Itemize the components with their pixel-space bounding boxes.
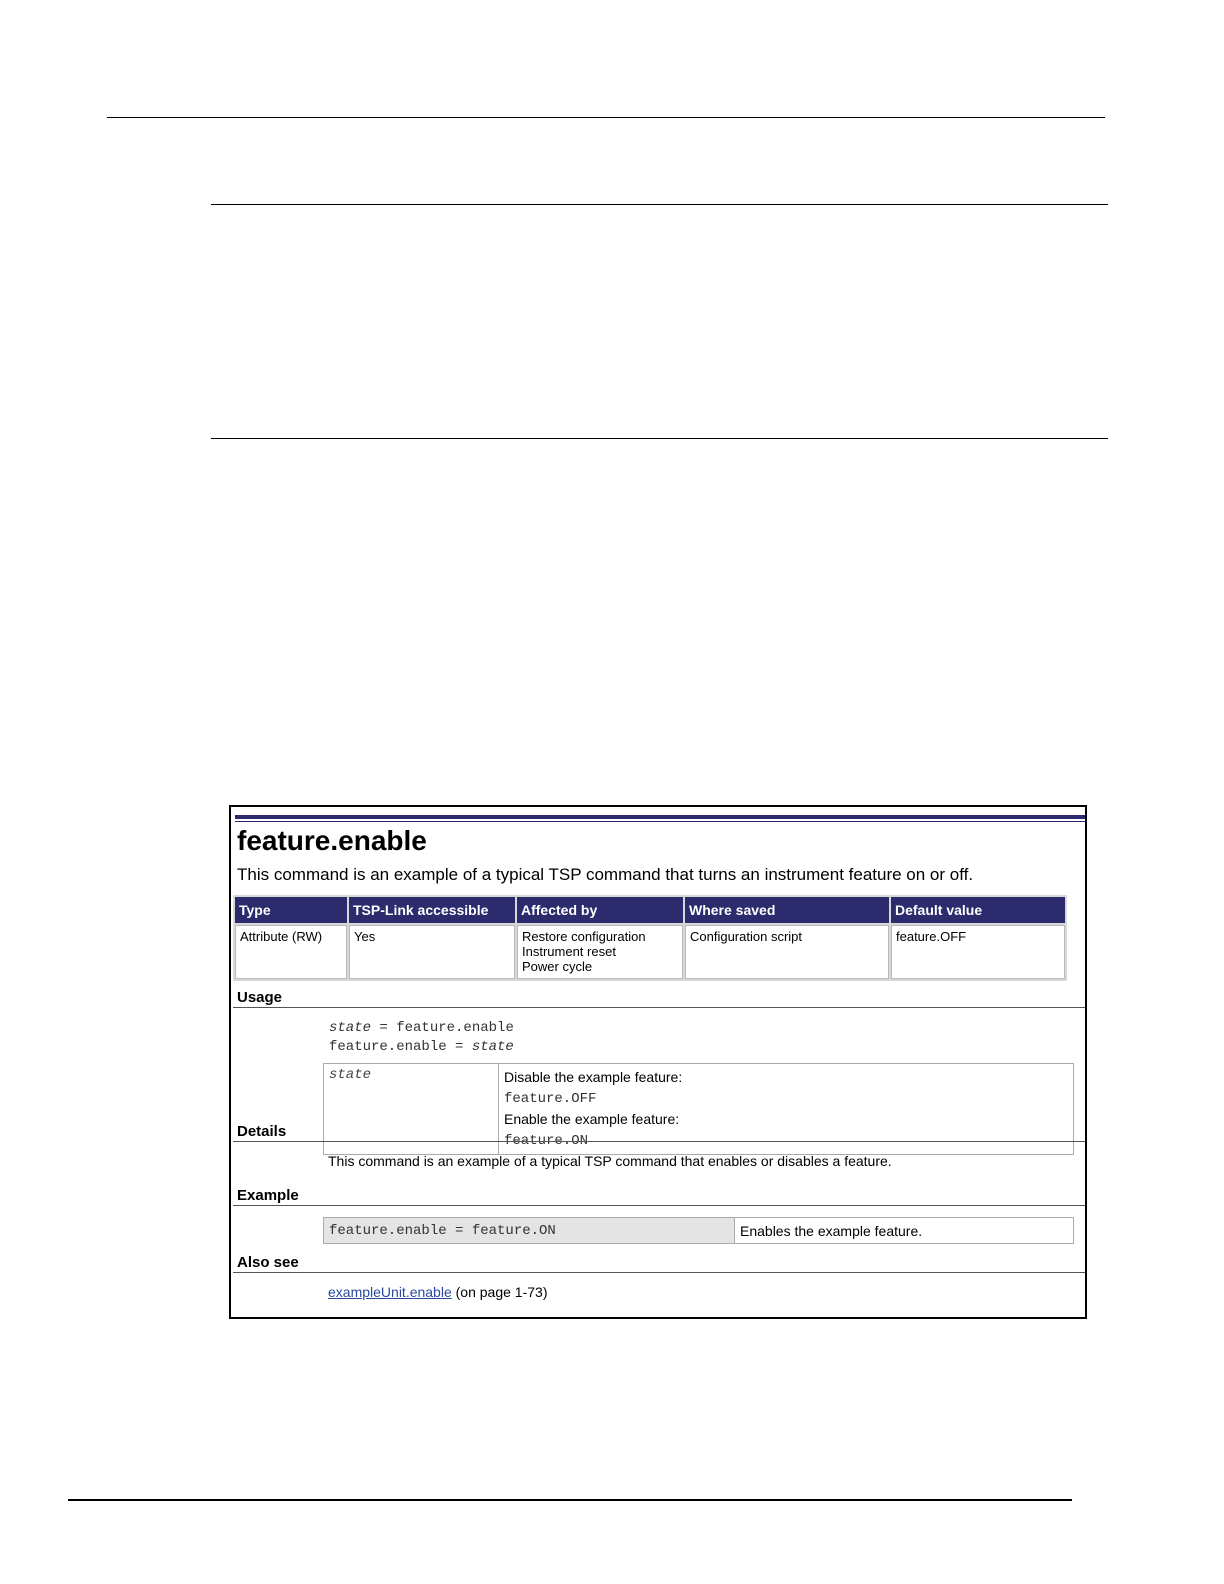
header-tsp-link: TSP-Link accessible [349,897,515,923]
usage-line-read [329,1019,514,1038]
command-title: feature.enable [237,825,427,856]
affected-by-item: Power cycle [522,959,593,974]
cell-tsp-link: Yes [349,925,515,979]
details-divider [233,1141,1085,1142]
command-example-figure [229,805,1087,1319]
command-description: This command is an example of a typical TSP command that turns an instrument feature on or off. [237,865,974,884]
also-see-divider [233,1272,1085,1273]
parameter-disable-line [504,1067,1068,1109]
example-divider [233,1205,1085,1206]
details-heading: Details [237,1123,287,1140]
example-code: feature.enable = feature.ON [324,1218,735,1244]
usage-divider [233,1007,1085,1008]
example-heading: Example [237,1187,299,1204]
cell-affected-by [517,925,683,979]
affected-by-item: Restore configuration [522,929,646,944]
usage-var: state [329,1020,372,1036]
section-rule-lower [211,438,1108,439]
also-see-heading: Also see [237,1254,299,1271]
parameter-enable-text: Enable the example feature: [504,1111,680,1127]
cell-where-saved: Configuration script [685,925,889,979]
usage-var: state [471,1039,514,1055]
title-bar-thick [235,815,1085,819]
parameter-enable-code: feature.ON [504,1133,589,1149]
details-text: This command is an example of a typical TSP command that enables or disables a feature. [328,1153,892,1169]
cell-default-value: feature.OFF [891,925,1065,979]
usage-line-write [329,1038,514,1057]
usage-expr: feature.enable = [329,1039,472,1055]
also-see-link[interactable]: exampleUnit.enable [328,1284,452,1300]
affected-by-item: Instrument reset [522,944,616,959]
example-table [323,1217,1074,1244]
cell-type: Attribute (RW) [235,925,347,979]
attributes-data-row [235,925,1065,979]
attributes-table [233,895,1067,981]
usage-code [329,1019,514,1057]
attributes-header-row [235,897,1065,923]
usage-expr: = feature.enable [371,1020,514,1036]
example-row [324,1218,1074,1244]
header-where-saved: Where saved [685,897,889,923]
also-see-entry [328,1284,547,1300]
parameter-disable-text: Disable the example feature: [504,1069,683,1085]
header-default-value: Default value [891,897,1065,923]
title-bar-thin [235,821,1085,822]
footer-rule [68,1499,1072,1501]
example-description: Enables the example feature. [735,1218,1074,1244]
header-type: Type [235,897,347,923]
parameter-disable-code: feature.OFF [504,1091,597,1107]
parameter-name: state [324,1064,499,1155]
parameter-enable-line [504,1109,1068,1151]
usage-heading: Usage [237,989,283,1006]
header-rule [107,117,1105,118]
also-see-page-ref: (on page 1-73) [451,1284,548,1300]
header-affected-by: Affected by [517,897,683,923]
section-rule-upper [211,204,1108,205]
